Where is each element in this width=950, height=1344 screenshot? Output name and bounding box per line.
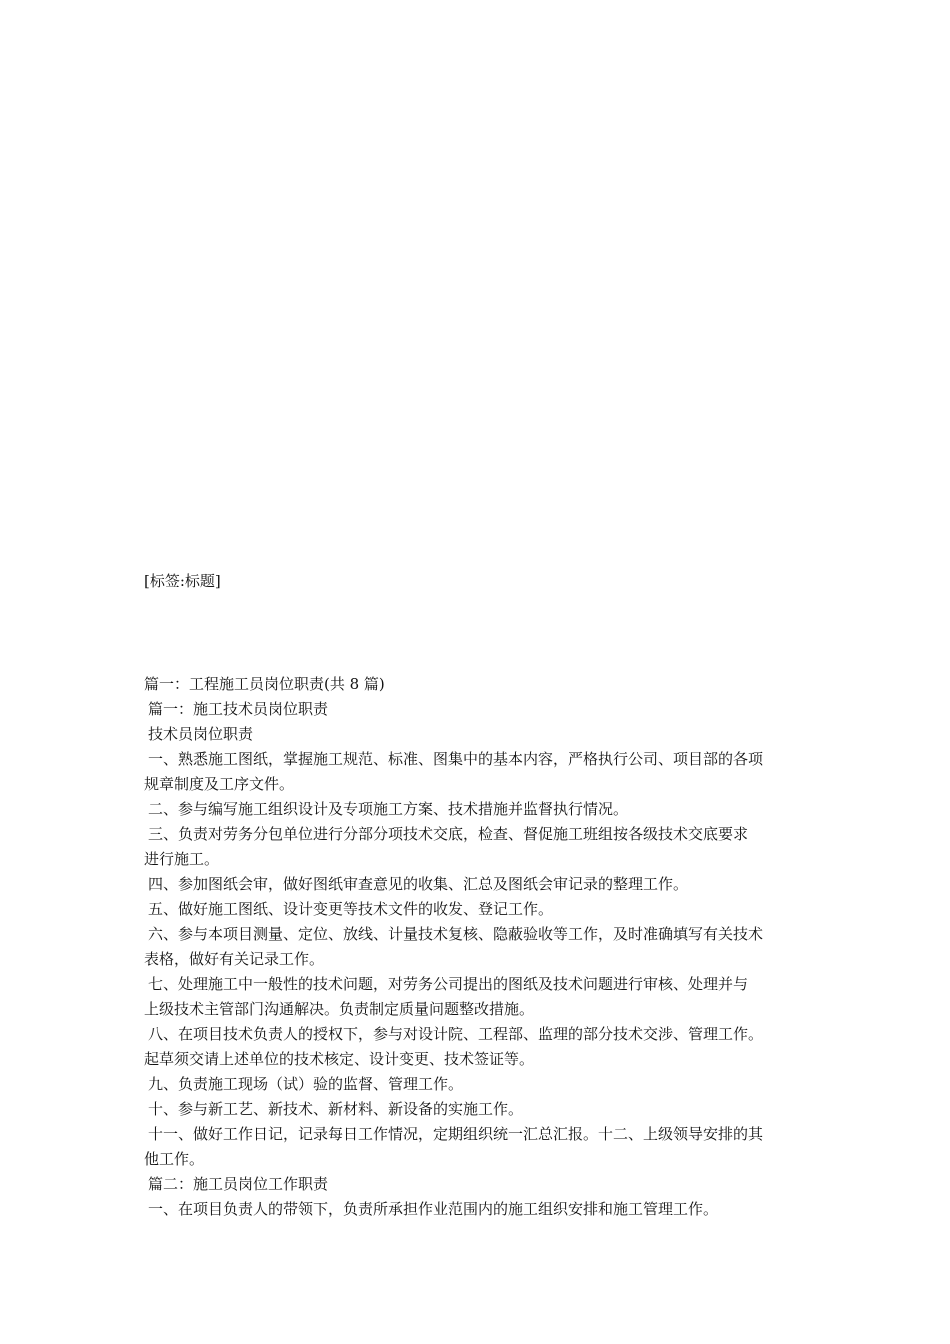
subheading: 技术员岗位职责: [148, 725, 254, 743]
paragraph-line: 他工作。: [144, 1150, 205, 1168]
paragraph-line: 十、参与新工艺、新技术、新材料、新设备的实施工作。: [148, 1100, 524, 1118]
paragraph-line: 九、负责施工现场（试）验的监督、管理工作。: [148, 1075, 464, 1093]
paragraph-line: 八、在项目技术负责人的授权下，参与对设计院、工程部、监理的部分技术交涉、管理工作。: [148, 1025, 764, 1043]
paragraph-line: 一、熟悉施工图纸，掌握施工规范、标准、图集中的基本内容，严格执行公司、项目部的各项: [148, 750, 764, 768]
paragraph-line: 表格，做好有关记录工作。: [144, 950, 325, 968]
paragraph-line: 十一、做好工作日记，记录每日工作情况，定期组织统一汇总汇报。十二、上级领导安排的其: [148, 1125, 764, 1143]
paragraph-line: 一、在项目负责人的带领下，负责所承担作业范围内的施工组织安排和施工管理工作。: [148, 1200, 719, 1218]
paragraph-line: 起草须交请上述单位的技术核定、设计变更、技术签证等。: [144, 1050, 535, 1068]
paragraph-line: 二、参与编写施工组织设计及专项施工方案、技术措施并监督执行情况。: [148, 800, 629, 818]
paragraph-line: 上级技术主管部门沟通解决。负责制定质量问题整改措施。: [144, 1000, 535, 1018]
paragraph-line: 七、处理施工中一般性的技术问题，对劳务公司提出的图纸及技术问题进行审核、处理并与: [148, 975, 749, 993]
chapter-heading: 篇二：施工员岗位工作职责: [148, 1175, 329, 1193]
section-title: 篇一：工程施工员岗位职责(共 8 篇): [144, 675, 385, 693]
paragraph-line: 三、负责对劳务分包单位进行分部分项技术交底，检查、督促施工班组按各级技术交底要求: [148, 825, 749, 843]
document-body: [144, 672, 810, 1222]
tag-label: [标签:标题]: [144, 572, 221, 590]
paragraph-line: 规章制度及工序文件。: [144, 775, 295, 793]
paragraph-line: 进行施工。: [144, 850, 220, 868]
paragraph-line: 六、参与本项目测量、定位、放线、计量技术复核、隐蔽验收等工作，及时准确填写有关技术: [148, 925, 764, 943]
paragraph-line: 五、做好施工图纸、设计变更等技术文件的收发、登记工作。: [148, 900, 554, 918]
paragraph-line: 四、参加图纸会审，做好图纸审查意见的收集、汇总及图纸会审记录的整理工作。: [148, 875, 689, 893]
chapter-heading: 篇一：施工技术员岗位职责: [148, 700, 329, 718]
